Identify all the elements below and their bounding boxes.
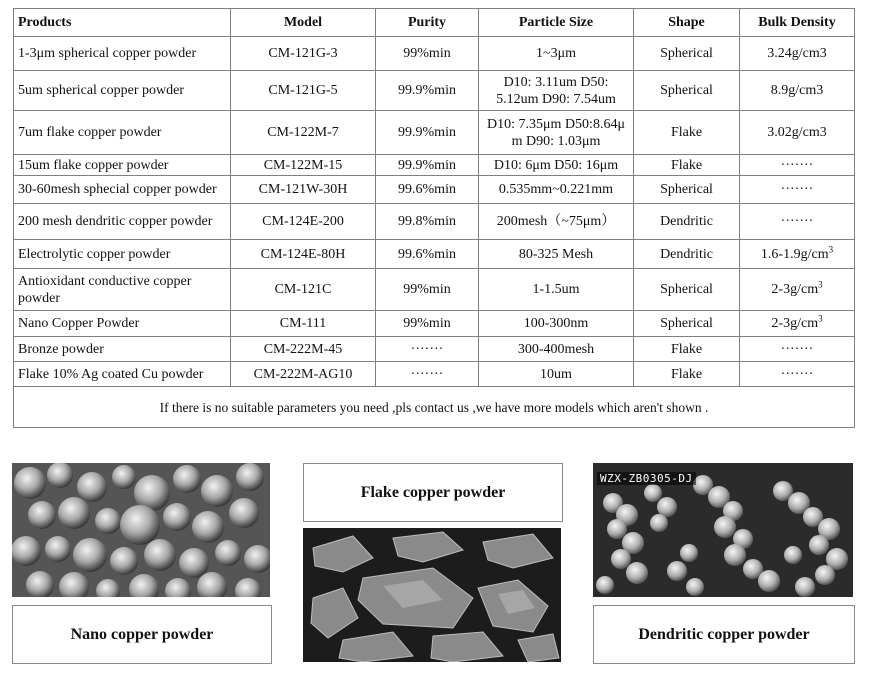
cell-bulk-density: ·······: [740, 176, 855, 204]
cell-product: Electrolytic copper powder: [14, 240, 231, 269]
product-name-line: powder: [18, 290, 60, 306]
table-row: [14, 240, 855, 269]
nano-powder-micrograph: [12, 463, 270, 597]
table-row: [14, 37, 855, 71]
particle-size-line: D10: 7.35μm D50:8.64μ: [487, 116, 625, 132]
cell-shape: Spherical: [634, 71, 740, 111]
table-note: If there is no suitable parameters you need ,pls contact us ,we have more models which aren't shown .: [14, 387, 855, 428]
cell-shape: Flake: [634, 362, 740, 387]
micrograph-watermark: WZX-ZB0305-DJ: [597, 472, 696, 485]
dendritic-powder-caption: [593, 605, 855, 664]
table-row: [14, 337, 855, 362]
cell-shape: Flake: [634, 337, 740, 362]
table-row: [14, 155, 855, 176]
cell-model: CM-122M-7: [231, 111, 376, 155]
cell-particle-size: 1-1.5um: [479, 269, 634, 311]
particle-size-line: D10: 3.11um D50:: [503, 74, 609, 90]
cell-purity: ·······: [376, 337, 479, 362]
cell-shape: Flake: [634, 155, 740, 176]
caption-text: Dendritic copper powder: [638, 625, 810, 643]
cell-product: Bronze powder: [14, 337, 231, 362]
cell-particle-size: 80-325 Mesh: [479, 240, 634, 269]
cell-purity: 99%min: [376, 269, 479, 311]
cell-product: [14, 269, 231, 311]
cell-product: Flake 10% Ag coated Cu powder: [14, 362, 231, 387]
cell-product: 15um flake copper powder: [14, 155, 231, 176]
cell-purity: 99.9%min: [376, 155, 479, 176]
density-value: 2-3g/cm: [771, 282, 819, 297]
cell-product: 200 mesh dendritic copper powder: [14, 204, 231, 240]
flake-powder-caption: [303, 463, 563, 522]
cell-model: CM-121C: [231, 269, 376, 311]
header-particle-size: Particle Size: [479, 9, 634, 37]
cell-purity: 99%min: [376, 37, 479, 71]
cell-bulk-density: 3.02g/cm3: [740, 111, 855, 155]
flake-powder-micrograph: [303, 528, 561, 662]
cell-bulk-density: ·······: [740, 362, 855, 387]
cell-product: 7um flake copper powder: [14, 111, 231, 155]
header-purity: Purity: [376, 9, 479, 37]
cell-purity: 99.6%min: [376, 240, 479, 269]
header-model: Model: [231, 9, 376, 37]
cell-bulk-density: 3.24g/cm3: [740, 37, 855, 71]
table-row: [14, 176, 855, 204]
cell-shape: Spherical: [634, 269, 740, 311]
density-unit-exponent: 3: [828, 243, 834, 254]
cell-shape: Dendritic: [634, 204, 740, 240]
cell-model: CM-121G-5: [231, 71, 376, 111]
table-row: [14, 71, 855, 111]
cell-particle-size: 10um: [479, 362, 634, 387]
cell-particle-size: 100-300nm: [479, 311, 634, 337]
table-header-row: [14, 9, 855, 37]
cell-shape: Spherical: [634, 37, 740, 71]
cell-particle-size: 300-400mesh: [479, 337, 634, 362]
cell-particle-size: 200mesh（~75μm）: [479, 204, 634, 240]
flake-particles-image: [303, 528, 561, 662]
cell-purity: 99.9%min: [376, 111, 479, 155]
cell-particle-size: D10: 6μm D50: 16μm: [479, 155, 634, 176]
cell-product: 1-3μm spherical copper powder: [14, 37, 231, 71]
cell-shape: Spherical: [634, 176, 740, 204]
cell-bulk-density: ·······: [740, 337, 855, 362]
table-row: [14, 269, 855, 311]
product-spec-table-wrap: [13, 8, 854, 428]
caption-text: Flake copper powder: [360, 483, 506, 501]
cell-model: CM-222M-AG10: [231, 362, 376, 387]
table-row: [14, 111, 855, 155]
cell-purity: 99%min: [376, 311, 479, 337]
product-name-line: Antioxidant conductive copper: [18, 273, 192, 289]
product-spec-table: [13, 8, 855, 428]
cell-shape: Dendritic: [634, 240, 740, 269]
caption-text: Nano copper powder: [70, 625, 214, 643]
cell-particle-size: 1~3μm: [479, 37, 634, 71]
cell-bulk-density: ·······: [740, 155, 855, 176]
cell-product: Nano Copper Powder: [14, 311, 231, 337]
header-shape: Shape: [634, 9, 740, 37]
cell-particle-size: [479, 71, 634, 111]
cell-shape: Spherical: [634, 311, 740, 337]
density-unit-exponent: 3: [818, 279, 823, 290]
cell-model: CM-121W-30H: [231, 176, 376, 204]
table-row: [14, 311, 855, 337]
particle-size-line: m D90: 1.03μm: [511, 133, 601, 149]
cell-particle-size: [479, 111, 634, 155]
cell-purity: 99.8%min: [376, 204, 479, 240]
cell-model: CM-124E-80H: [231, 240, 376, 269]
cell-bulk-density: [740, 240, 855, 269]
table-note-row: [14, 387, 855, 428]
header-products: Products: [14, 9, 231, 37]
cell-bulk-density: ·······: [740, 204, 855, 240]
cell-particle-size: 0.535mm~0.221mm: [479, 176, 634, 204]
nano-particles-image: [12, 463, 270, 597]
cell-model: CM-111: [231, 311, 376, 337]
cell-product: 5um spherical copper powder: [14, 71, 231, 111]
cell-bulk-density: 8.9g/cm3: [740, 71, 855, 111]
cell-purity: 99.9%min: [376, 71, 479, 111]
cell-model: CM-124E-200: [231, 204, 376, 240]
nano-powder-caption: [12, 605, 272, 664]
header-bulk-density: Bulk Density: [740, 9, 855, 37]
table-row: [14, 204, 855, 240]
cell-model: CM-222M-45: [231, 337, 376, 362]
cell-purity: ·······: [376, 362, 479, 387]
density-value: 2-3g/cm: [771, 316, 819, 331]
cell-product: 30-60mesh sphecial copper powder: [14, 176, 231, 204]
density-value: 1.6-1.9g/cm: [760, 246, 829, 262]
cell-model: CM-121G-3: [231, 37, 376, 71]
particle-size-line: 5.12um D90: 7.54um: [496, 91, 616, 107]
cell-shape: Flake: [634, 111, 740, 155]
cell-purity: 99.6%min: [376, 176, 479, 204]
cell-model: CM-122M-15: [231, 155, 376, 176]
density-unit-exponent: 3: [818, 313, 823, 324]
table-row: [14, 362, 855, 387]
cell-bulk-density: [740, 311, 855, 337]
cell-bulk-density: [740, 269, 855, 311]
dendritic-powder-micrograph: [593, 463, 853, 597]
